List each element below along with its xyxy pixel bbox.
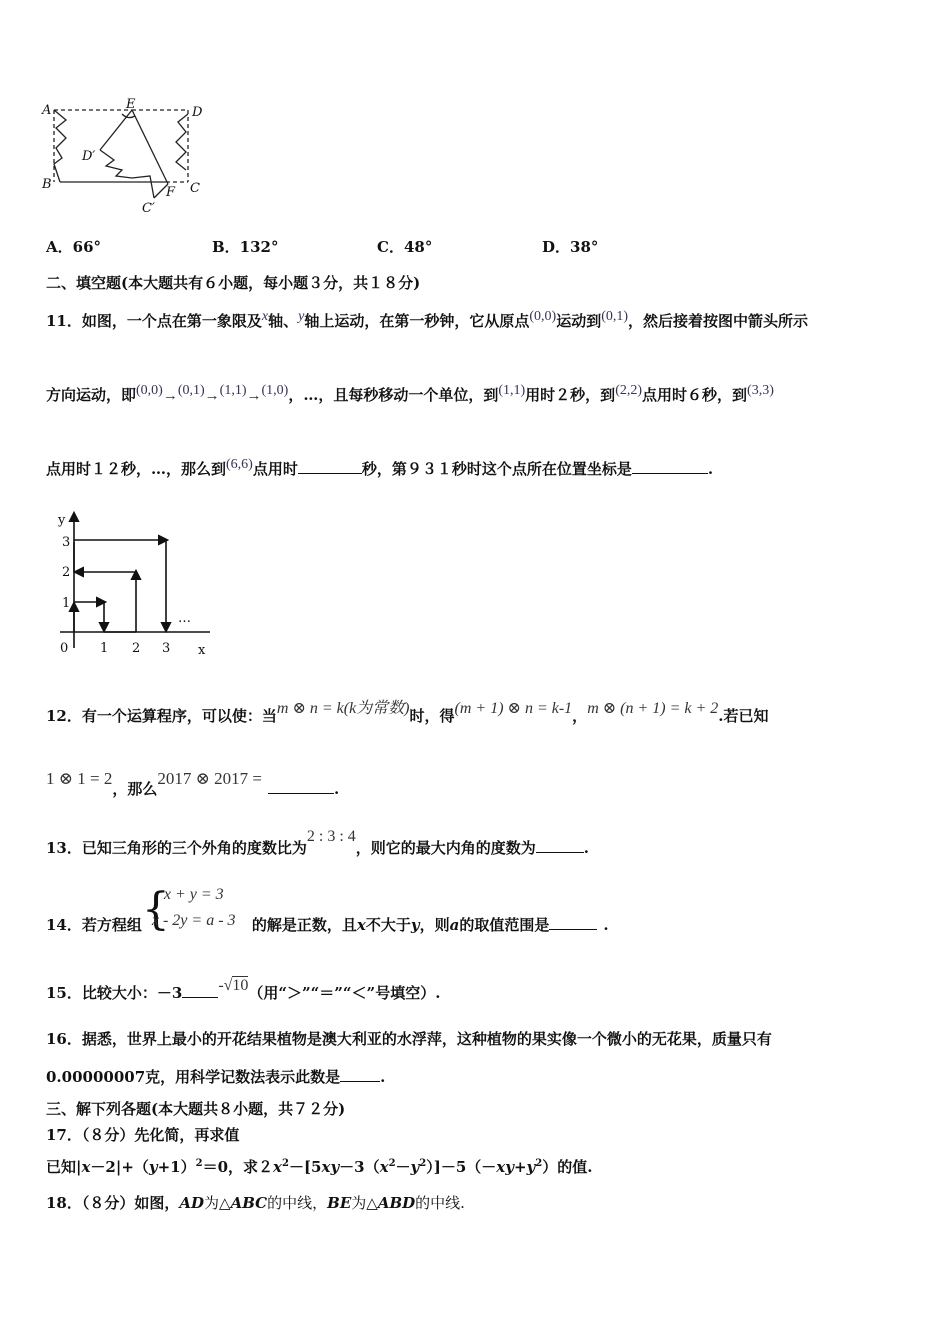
q11-text: 点用时 (252, 460, 298, 478)
q18-text: 为△ (204, 1194, 231, 1212)
coord-2-2: (2,2) (615, 383, 643, 398)
q15-line (46, 977, 441, 1003)
path-point-4: (1,0) (261, 383, 289, 398)
q12-line1 (46, 700, 769, 726)
var-x: x (81, 1158, 91, 1176)
q11-text: 点用时１２秒，…，那么到 (46, 460, 227, 478)
var-a: a (449, 916, 460, 934)
q18-text: 的中线. (415, 1194, 465, 1212)
answer-blank[interactable] (536, 852, 584, 853)
edge-ED-prime (100, 110, 132, 150)
answer-blank[interactable] (340, 1081, 380, 1082)
tick-x-2: 2 (132, 641, 141, 656)
q17-text: －3（ (339, 1158, 380, 1176)
path-point-3: (1,1) (219, 383, 247, 398)
q11-text: 轴、 (268, 312, 299, 330)
label-D: D (192, 105, 203, 120)
option-b: B．132° (212, 238, 279, 256)
tear-D (176, 114, 188, 170)
triangle-abd: ABD (377, 1194, 416, 1212)
formula-1: m ⊗ n = k(k为常数) (276, 700, 410, 717)
q18-line (46, 1192, 465, 1213)
q17-text: +1） (157, 1158, 196, 1176)
q11-text: 11．如图，一个点在第一象限及 (46, 312, 262, 330)
q17-text: ＝0，求２ (202, 1158, 274, 1176)
q11-text: 运动到 (556, 312, 602, 330)
q12-text: 时，得 (409, 707, 455, 725)
label-C: C (190, 181, 200, 196)
q18-text: 18．（８分）如图， (46, 1194, 180, 1212)
q14-text: 的取值范围是 (459, 916, 550, 934)
q12-text: ， (572, 707, 588, 725)
ellipsis: … (178, 611, 191, 626)
edge-EF (132, 110, 168, 184)
answer-blank[interactable] (549, 929, 597, 930)
var-x: x (273, 1158, 282, 1176)
q14-text: ，则 (419, 916, 450, 934)
label-A: A (42, 103, 52, 118)
var-xy: xy (496, 1158, 514, 1176)
radicand: 10 (232, 977, 249, 994)
path-point-1: (0,0) (136, 383, 163, 398)
answer-blank[interactable] (182, 997, 218, 998)
q11-text: . (707, 460, 714, 478)
q17-text: + (513, 1158, 527, 1176)
var-x: x (356, 916, 366, 934)
arrow-icon: → (162, 388, 178, 404)
q11-text: ，然后接着按图中箭头所示 (628, 312, 809, 330)
var-x: x (379, 1158, 389, 1176)
answer-blank[interactable] (268, 793, 334, 794)
label-B: B (42, 177, 52, 192)
coord-1-1: (1,1) (498, 383, 526, 398)
q18-text: 的中线， (267, 1194, 328, 1212)
q17-title: 17．（８分）先化简，再求值 (46, 1126, 240, 1144)
x-axis-label: x (198, 643, 206, 658)
coord-0-1: (0,1) (601, 309, 629, 324)
q15-text: 15．比较大小：－3 (46, 984, 183, 1002)
q17-text: ）]－5（－ (426, 1158, 497, 1176)
coord-0-0: (0,0) (529, 309, 557, 324)
section3-heading: 三、解下列各题(本大题共８小题，共７２分) (46, 1100, 346, 1118)
fold-figure (40, 98, 215, 220)
neg-sign: - (218, 977, 224, 994)
equation-1: x + y = 3 (163, 886, 224, 903)
q14-text: 的解是正数，且 (251, 916, 357, 934)
arrow-icon: → (246, 388, 262, 404)
q12-line2 (46, 769, 340, 799)
sqrt-icon: √ (223, 977, 233, 994)
q18-text: 为△ (351, 1194, 378, 1212)
coord-3-3: (3,3) (747, 383, 774, 398)
q17-text: 已知| (46, 1158, 82, 1176)
option-a: A．66° (46, 238, 102, 256)
exponent: 2 (535, 1158, 543, 1169)
var-y: y (410, 1158, 420, 1176)
formula-4: 1 ⊗ 1 = 2 (46, 769, 113, 788)
q11-text: 方向运动，即 (46, 386, 137, 404)
q12-text: . (333, 780, 340, 798)
q16-text: 0.00000007克，用科学记数法表示此数是 (46, 1068, 341, 1086)
label-F: F (166, 185, 176, 200)
answer-blank[interactable] (298, 473, 362, 474)
tick-y-1: 1 (62, 596, 71, 611)
exponent: 2 (281, 1158, 289, 1169)
q13-text: 13．已知三角形的三个外角的度数比为 (46, 839, 307, 857)
segment-ad: AD (179, 1194, 205, 1212)
path-point-2: (0,1) (177, 383, 205, 398)
tick-x-3: 3 (162, 641, 171, 656)
q16-line2 (46, 1066, 385, 1087)
q14-text: 14．若方程组 (46, 916, 142, 934)
q17-text: ）的值. (542, 1158, 593, 1176)
q17-text: －2|+（ (90, 1158, 149, 1176)
formula-3: m ⊗ (n + 1) = k + 2 (587, 700, 719, 717)
q13-text: . (583, 839, 590, 857)
q14-line (46, 884, 609, 935)
q16-line1: 16．据悉，世界上最小的开花结果植物是澳大利亚的水浮萍，这种植物的果实像一个微小的无花果，质量只有 (46, 1030, 772, 1048)
q11-text: 轴上运动，在第一秒钟，它从原点 (304, 312, 530, 330)
tear-A (54, 110, 66, 182)
q14-text: 不大于 (365, 916, 411, 934)
q11-line1 (46, 310, 808, 331)
exponent: 2 (195, 1158, 203, 1169)
segment-be: BE (327, 1194, 352, 1212)
arrow-icon: → (204, 388, 220, 404)
q17-expression (46, 1156, 592, 1177)
q12-text: ，那么 (112, 780, 158, 798)
q11-x: x (261, 309, 269, 324)
coordinate-path-figure (52, 510, 222, 660)
q13-line (46, 828, 590, 858)
q11-text: 用时２秒，到 (525, 386, 616, 404)
formula-5: 2017 ⊗ 2017 = (157, 769, 262, 788)
q17-text: －[5 (288, 1158, 322, 1176)
answer-blank[interactable] (632, 473, 708, 474)
q15-text: （用“＞”“＝”“＜”号填空）. (248, 984, 441, 1002)
coord-6-6: (6,6) (226, 457, 253, 472)
exponent: 2 (388, 1158, 396, 1169)
equation-2: x - 2y = a - 3 (151, 912, 236, 929)
tick-y-2: 2 (62, 565, 71, 580)
q11-line2 (46, 384, 774, 405)
triangle-abc: ABC (230, 1194, 268, 1212)
q14-text: . (603, 916, 609, 934)
tear-D-prime (100, 150, 154, 198)
q11-text: 点用时６秒，到 (642, 386, 748, 404)
q12-text: 12．有一个运算程序，可以使：当 (46, 707, 277, 725)
var-xy: xy (321, 1158, 340, 1176)
label-D-prime: D′ (82, 149, 96, 164)
ratio: 2 : 3 : 4 (306, 828, 356, 845)
q11-line3 (46, 458, 713, 479)
origin-label: 0 (60, 641, 69, 656)
q17-text: － (395, 1158, 411, 1176)
tick-y-3: 3 (62, 535, 71, 550)
option-c: C．48° (377, 238, 433, 256)
q11-y: y (298, 309, 305, 324)
option-d: D．38° (542, 238, 599, 256)
label-C-prime: C′ (142, 201, 155, 216)
q11-text: 秒，第９３１秒时这个点所在位置坐标是 (361, 460, 632, 478)
y-axis-label: y (58, 513, 66, 528)
q16-text: . (380, 1068, 386, 1086)
formula-2: (m + 1) ⊗ n = k-1 (454, 700, 573, 717)
q13-text: ，则它的最大内角的度数为 (355, 839, 536, 857)
label-E: E (126, 98, 136, 112)
var-y: y (526, 1158, 536, 1176)
brace: { (141, 884, 170, 935)
q11-text: ，…，且每秒移动一个单位，到 (288, 386, 499, 404)
var-y: y (410, 916, 420, 934)
exponent: 2 (419, 1158, 427, 1169)
tick-x-1: 1 (100, 641, 109, 656)
q12-text: .若已知 (718, 707, 769, 725)
section2-heading: 二、填空题(本大题共有６小题，每小题３分，共１８分) (46, 274, 421, 292)
var-y: y (148, 1158, 158, 1176)
